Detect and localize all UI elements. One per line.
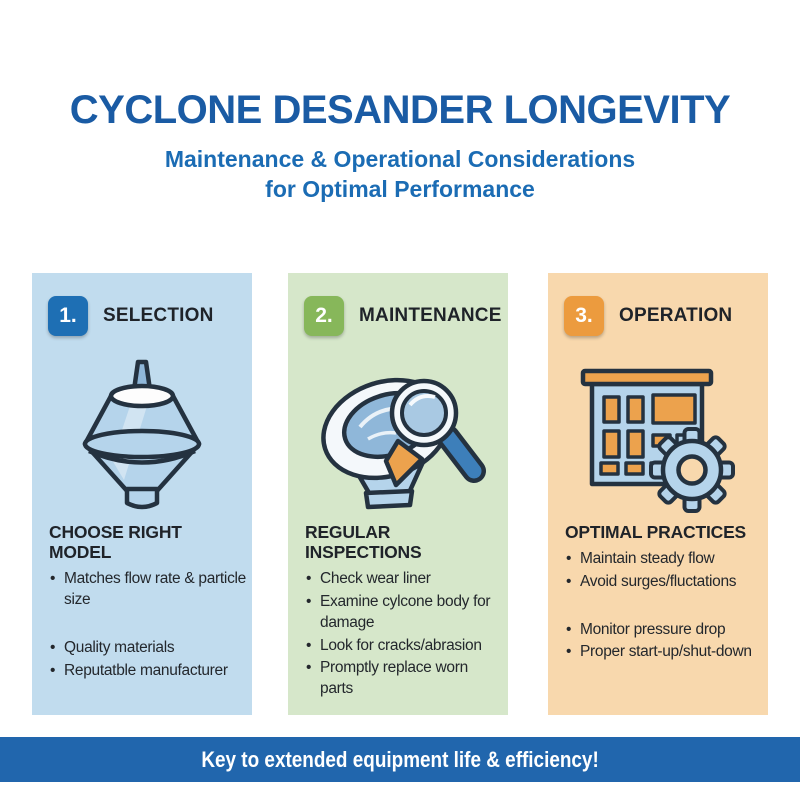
card-operation-header	[548, 273, 768, 336]
bullet-item: • Promptly replace worn parts	[305, 658, 502, 700]
bullet-group	[565, 549, 762, 593]
subtitle-line-1: Maintenance & Operational Considerations	[164, 146, 636, 172]
bullet-item: • Look for cracks/abrasion	[305, 636, 502, 657]
step-2-badge: 2.	[304, 296, 344, 336]
inspection-illustration	[308, 353, 488, 511]
bullet-group	[49, 638, 246, 682]
bullet-item: • Proper start-up/shut-down	[565, 642, 762, 663]
card-selection	[32, 273, 252, 715]
card-maintenance-heading: REGULAR INSPECTIONS	[305, 522, 422, 563]
card-selection-body	[32, 522, 252, 681]
card-selection-heading: CHOOSE RIGHT MODEL	[49, 522, 182, 563]
subtitle-line-2: for Optimal Performance	[265, 176, 535, 203]
step-1-badge: 1.	[48, 296, 88, 336]
card-selection-title: SELECTION	[103, 305, 214, 326]
bullet-item: • Reputatble manufacturer	[49, 661, 246, 682]
bullet-item: • Monitor pressure drop	[565, 620, 762, 641]
control-panel-gear-icon	[548, 342, 768, 522]
card-selection-header	[32, 273, 252, 336]
inspection-magnifier-icon	[288, 342, 508, 522]
card-operation	[548, 273, 768, 715]
footer-banner	[0, 737, 800, 782]
card-operation-title: OPERATION	[619, 305, 733, 326]
bullet-group	[305, 569, 502, 700]
bullet-item: • Check wear liner	[305, 569, 502, 590]
card-maintenance-header	[288, 273, 508, 336]
bullet-item: • Avoid surges/fluctations	[565, 572, 762, 593]
page-subtitle	[0, 144, 800, 205]
bullet-item: • Maintain steady flow	[565, 549, 762, 570]
page-title: CYCLONE DESANDER LONGEVITY	[69, 88, 731, 132]
card-maintenance-body	[288, 522, 508, 700]
card-operation-body	[548, 522, 768, 663]
cyclone-desander-illustration	[72, 348, 212, 516]
bullet-item: • Quality materials	[49, 638, 246, 659]
cyclone-desander-icon	[32, 342, 252, 522]
step-3-badge: 3.	[564, 296, 604, 336]
bullet-item: • Matches flow rate & particle size	[49, 569, 246, 611]
card-maintenance-title: MAINTENANCE	[359, 305, 502, 326]
card-operation-heading: OPTIMAL PRACTICES	[565, 522, 747, 542]
bullet-group	[565, 620, 762, 664]
bullet-item: • Examine cylcone body for damage	[305, 592, 502, 634]
bullet-group	[49, 569, 246, 611]
footer-banner-text: Key to extended equipment life & efficiency!	[201, 746, 599, 772]
control-panel-illustration	[573, 351, 743, 513]
card-maintenance	[288, 273, 508, 715]
